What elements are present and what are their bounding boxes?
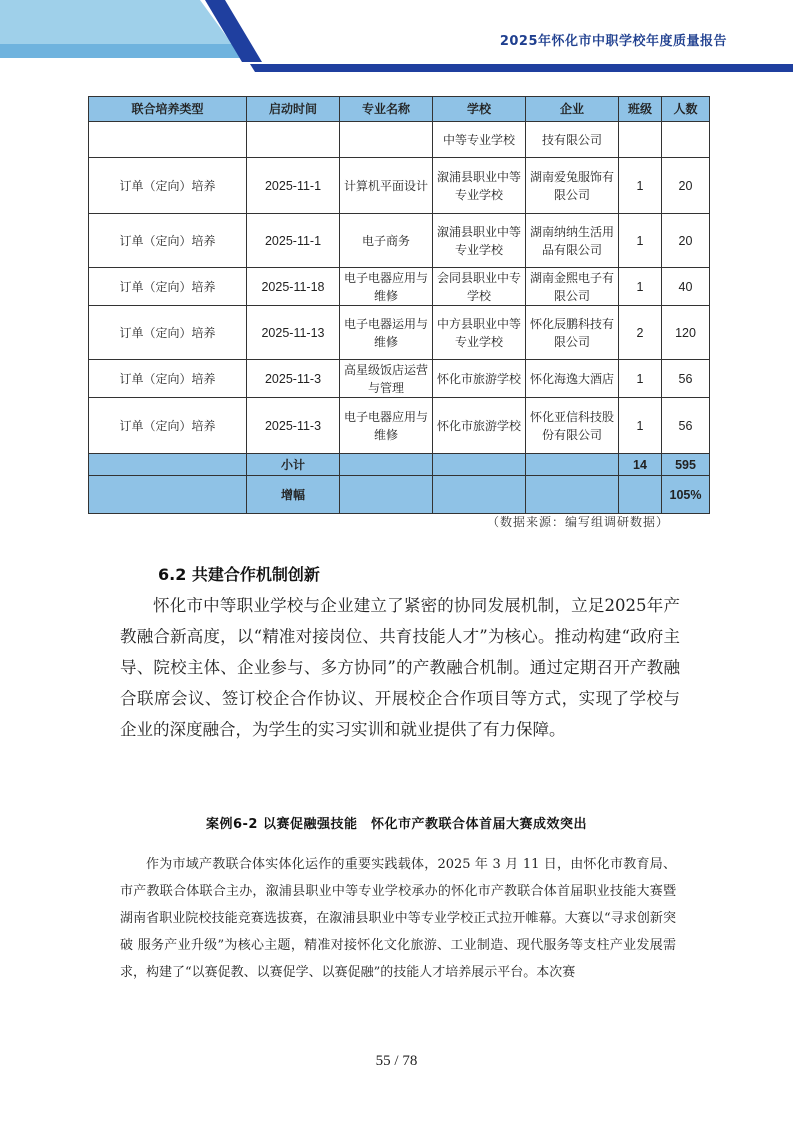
table-row: 订单（定向）培养 2025-11-1 电子商务 溆浦县职业中等专业学校 湖南纳纳生活用品有限公司 1 20 xyxy=(89,214,710,268)
table-row: 中等专业学校 技有限公司 xyxy=(89,122,710,158)
table-row: 订单（定向）培养 2025-11-13 电子电器运用与维修 中方县职业中等专业学校 怀化辰鹏科技有限公司 2 120 xyxy=(89,306,710,360)
case-heading: 案例6-2 以赛促融强技能 怀化市产教联合体首届大赛成效突出 xyxy=(205,817,587,832)
section-heading: 6.2 共建合作机制创新 xyxy=(158,565,320,584)
cooperation-table xyxy=(88,96,710,514)
growth-value: 105% xyxy=(662,476,710,514)
subtotal-row xyxy=(89,454,710,476)
col-header-major: 专业名称 xyxy=(340,97,433,122)
col-header-company: 企业 xyxy=(526,97,619,122)
col-header-school: 学校 xyxy=(433,97,526,122)
blue-header-rule xyxy=(250,64,793,72)
case-body xyxy=(120,851,676,986)
subtotal-label: 小计 xyxy=(247,454,340,476)
growth-label: 增幅 xyxy=(247,476,340,514)
case-paragraph: 作为市域产教联合体实体化运作的重要实践载体，2025 年 3 月 11 日，由怀化市教育局、市产教联合体联合主办，溆浦县职业中等专业学校承办的怀化市产教联合体首届职业技能大赛暨湖南省职业院校技能竞赛选拔赛，在溆浦县职业中等专业学校正式拉开帷幕。大赛以“寻求创新突破 服务产业升级”为核心主题，精准对接怀化文化旅游、工业制造、现代服务等支柱产业发展需求，构建了“以赛促教、以赛促学、以赛促融”的技能人才培养展示平台。本次赛 xyxy=(120,857,676,980)
subtotal-people: 595 xyxy=(662,454,710,476)
page-number: 55 / 78 xyxy=(375,1053,418,1069)
subtotal-classes: 14 xyxy=(619,454,662,476)
col-header-type: 联合培养类型 xyxy=(89,97,247,122)
report-title: 2025年怀化市中职学校年度质量报告 xyxy=(499,34,727,49)
growth-row xyxy=(89,476,710,514)
col-header-classes: 班级 xyxy=(619,97,662,122)
light-blue-band xyxy=(0,0,232,44)
table-row: 订单（定向）培养 2025-11-3 电子电器应用与维修 怀化市旅游学校 怀化亚信科技股份有限公司 1 56 xyxy=(89,398,710,454)
table-header-row xyxy=(89,97,710,122)
table-row: 订单（定向）培养 2025-11-18 电子电器应用与维修 会同县职业中专学校 湖南金熙电子有限公司 1 40 xyxy=(89,268,710,306)
table-row: 订单（定向）培养 2025-11-1 计算机平面设计 溆浦县职业中等专业学校 湖南爱兔服饰有限公司 1 20 xyxy=(89,158,710,214)
section-body xyxy=(120,590,680,745)
col-header-people: 人数 xyxy=(662,97,710,122)
col-header-start: 启动时间 xyxy=(247,97,340,122)
table-row: 订单（定向）培养 2025-11-3 高星级饭店运营与管理 怀化市旅游学校 怀化海逸大酒店 1 56 xyxy=(89,360,710,398)
section-paragraph: 怀化市中等职业学校与企业建立了紧密的协同发展机制，立足2025年产教融合新高度，以“精准对接岗位、共育技能人才”为核心。推动构建“政府主导、院校主体、企业参与、多方协同”的产教融合机制。通过定期召开产教融合联席会议、签订校企合作协议、开展校企合作项目等方式，实现了学校与企业的深度融合，为学生的实习实训和就业提供了有力保障。 xyxy=(120,596,680,739)
source-note: （数据来源：编写组调研数据） xyxy=(486,515,669,529)
